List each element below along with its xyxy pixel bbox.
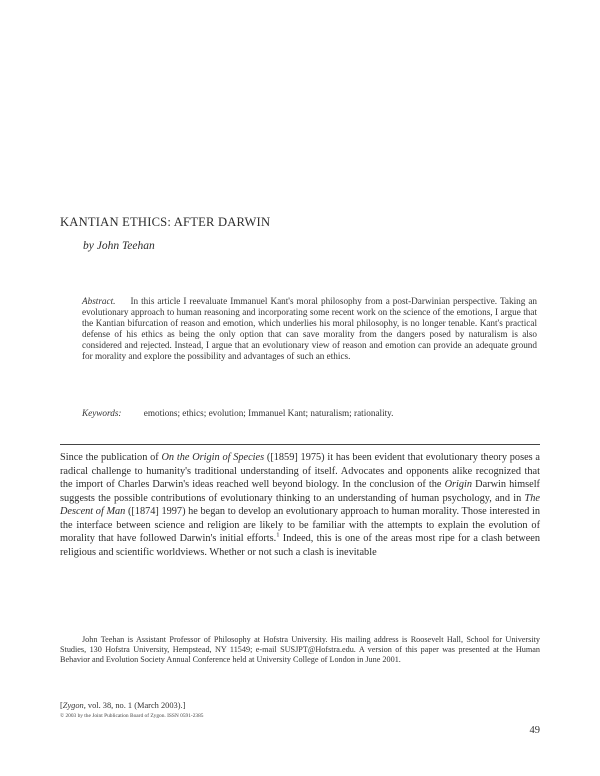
- body-text: [60, 451, 540, 559]
- book-title-origin: Origin: [444, 479, 473, 491]
- journal-citation: [Zygon, vol. 38, no. 1 (March 2003).]: [60, 701, 186, 710]
- section-divider: [60, 444, 540, 445]
- keywords-text: emotions; ethics; evolution; Immanuel Kant; naturalism; rationality.: [143, 408, 394, 418]
- article-title: KANTIAN ETHICS: AFTER DARWIN: [60, 215, 271, 229]
- abstract: [82, 296, 537, 361]
- book-title-origin-of-species: On the Origin of Species: [161, 452, 265, 463]
- page-number: 49: [529, 725, 540, 736]
- keywords-label: Keywords:: [82, 408, 122, 418]
- footnote-marker: 1: [276, 531, 280, 539]
- journal-name: Zygon: [62, 701, 84, 710]
- abstract-text: In this article I reevaluate Immanuel Kant's moral philosophy from a post-Darwinian perspective. Taking an evolutionary approach to human reasoning and incorporating some recent work on the science of the emotions, I argue that the Kantian bifurcation of reason and emotion, which underlies his moral philosophy, is no longer tenable. Kant's practical defense of his ethics as being the only option that can save morality from the dangers posed by naturalism is also considered and rejected. Instead, I argue that an evolutionary view of reason and emotion can provide an adequate ground for morality and explore the possibility and advantages of such an ethics.: [82, 296, 538, 361]
- keywords: [82, 408, 537, 419]
- copyright-line: © 2003 by the Joint Publication Board of Zygon. ISSN 0591-2385: [60, 713, 204, 719]
- body-paragraph: Since the publication of On the Origin of Species ([1859] 1975) it has been evident that evolutionary theory poses a radical challenge to humanity's traditional understanding of itself. Advocates and opponents alike recognized that the import of Charles Darwin's ideas reached well beyond biology. In the conclusion of the Origin Darwin himself suggests the possible contributions of evolutionary thinking to an understanding of human psychology, and in The Descent of Man ([1874] 1997) he began to develop an evolutionary approach to human morality. Those interested in the interface between science and religion are likely to be familiar with the attempts to explain the evolution of morality that have followed Darwin's initial efforts.$^1$ Indeed, this is one of the areas most ripe for a clash between religious and scientific worldviews. Whether or not such a clash is inevitable: [60, 452, 541, 558]
- abstract-label: Abstract.: [82, 296, 116, 306]
- author-byline: by John Teehan: [83, 240, 155, 252]
- book-title-descent-of-man: The Descent of Man: [60, 492, 540, 518]
- author-footnote: John Teehan is Assistant Professor of Philosophy at Hofstra University. His mailing address is Roosevelt Hall, School for University Studies, 130 Hofstra University, Hempstead, NY 11549; e-mail SUSJPT@Hofstra.edu. A version of this paper was presented at the Human Behavior and Evolution Society Annual Conference held at University College of London in June 2001.: [60, 635, 540, 665]
